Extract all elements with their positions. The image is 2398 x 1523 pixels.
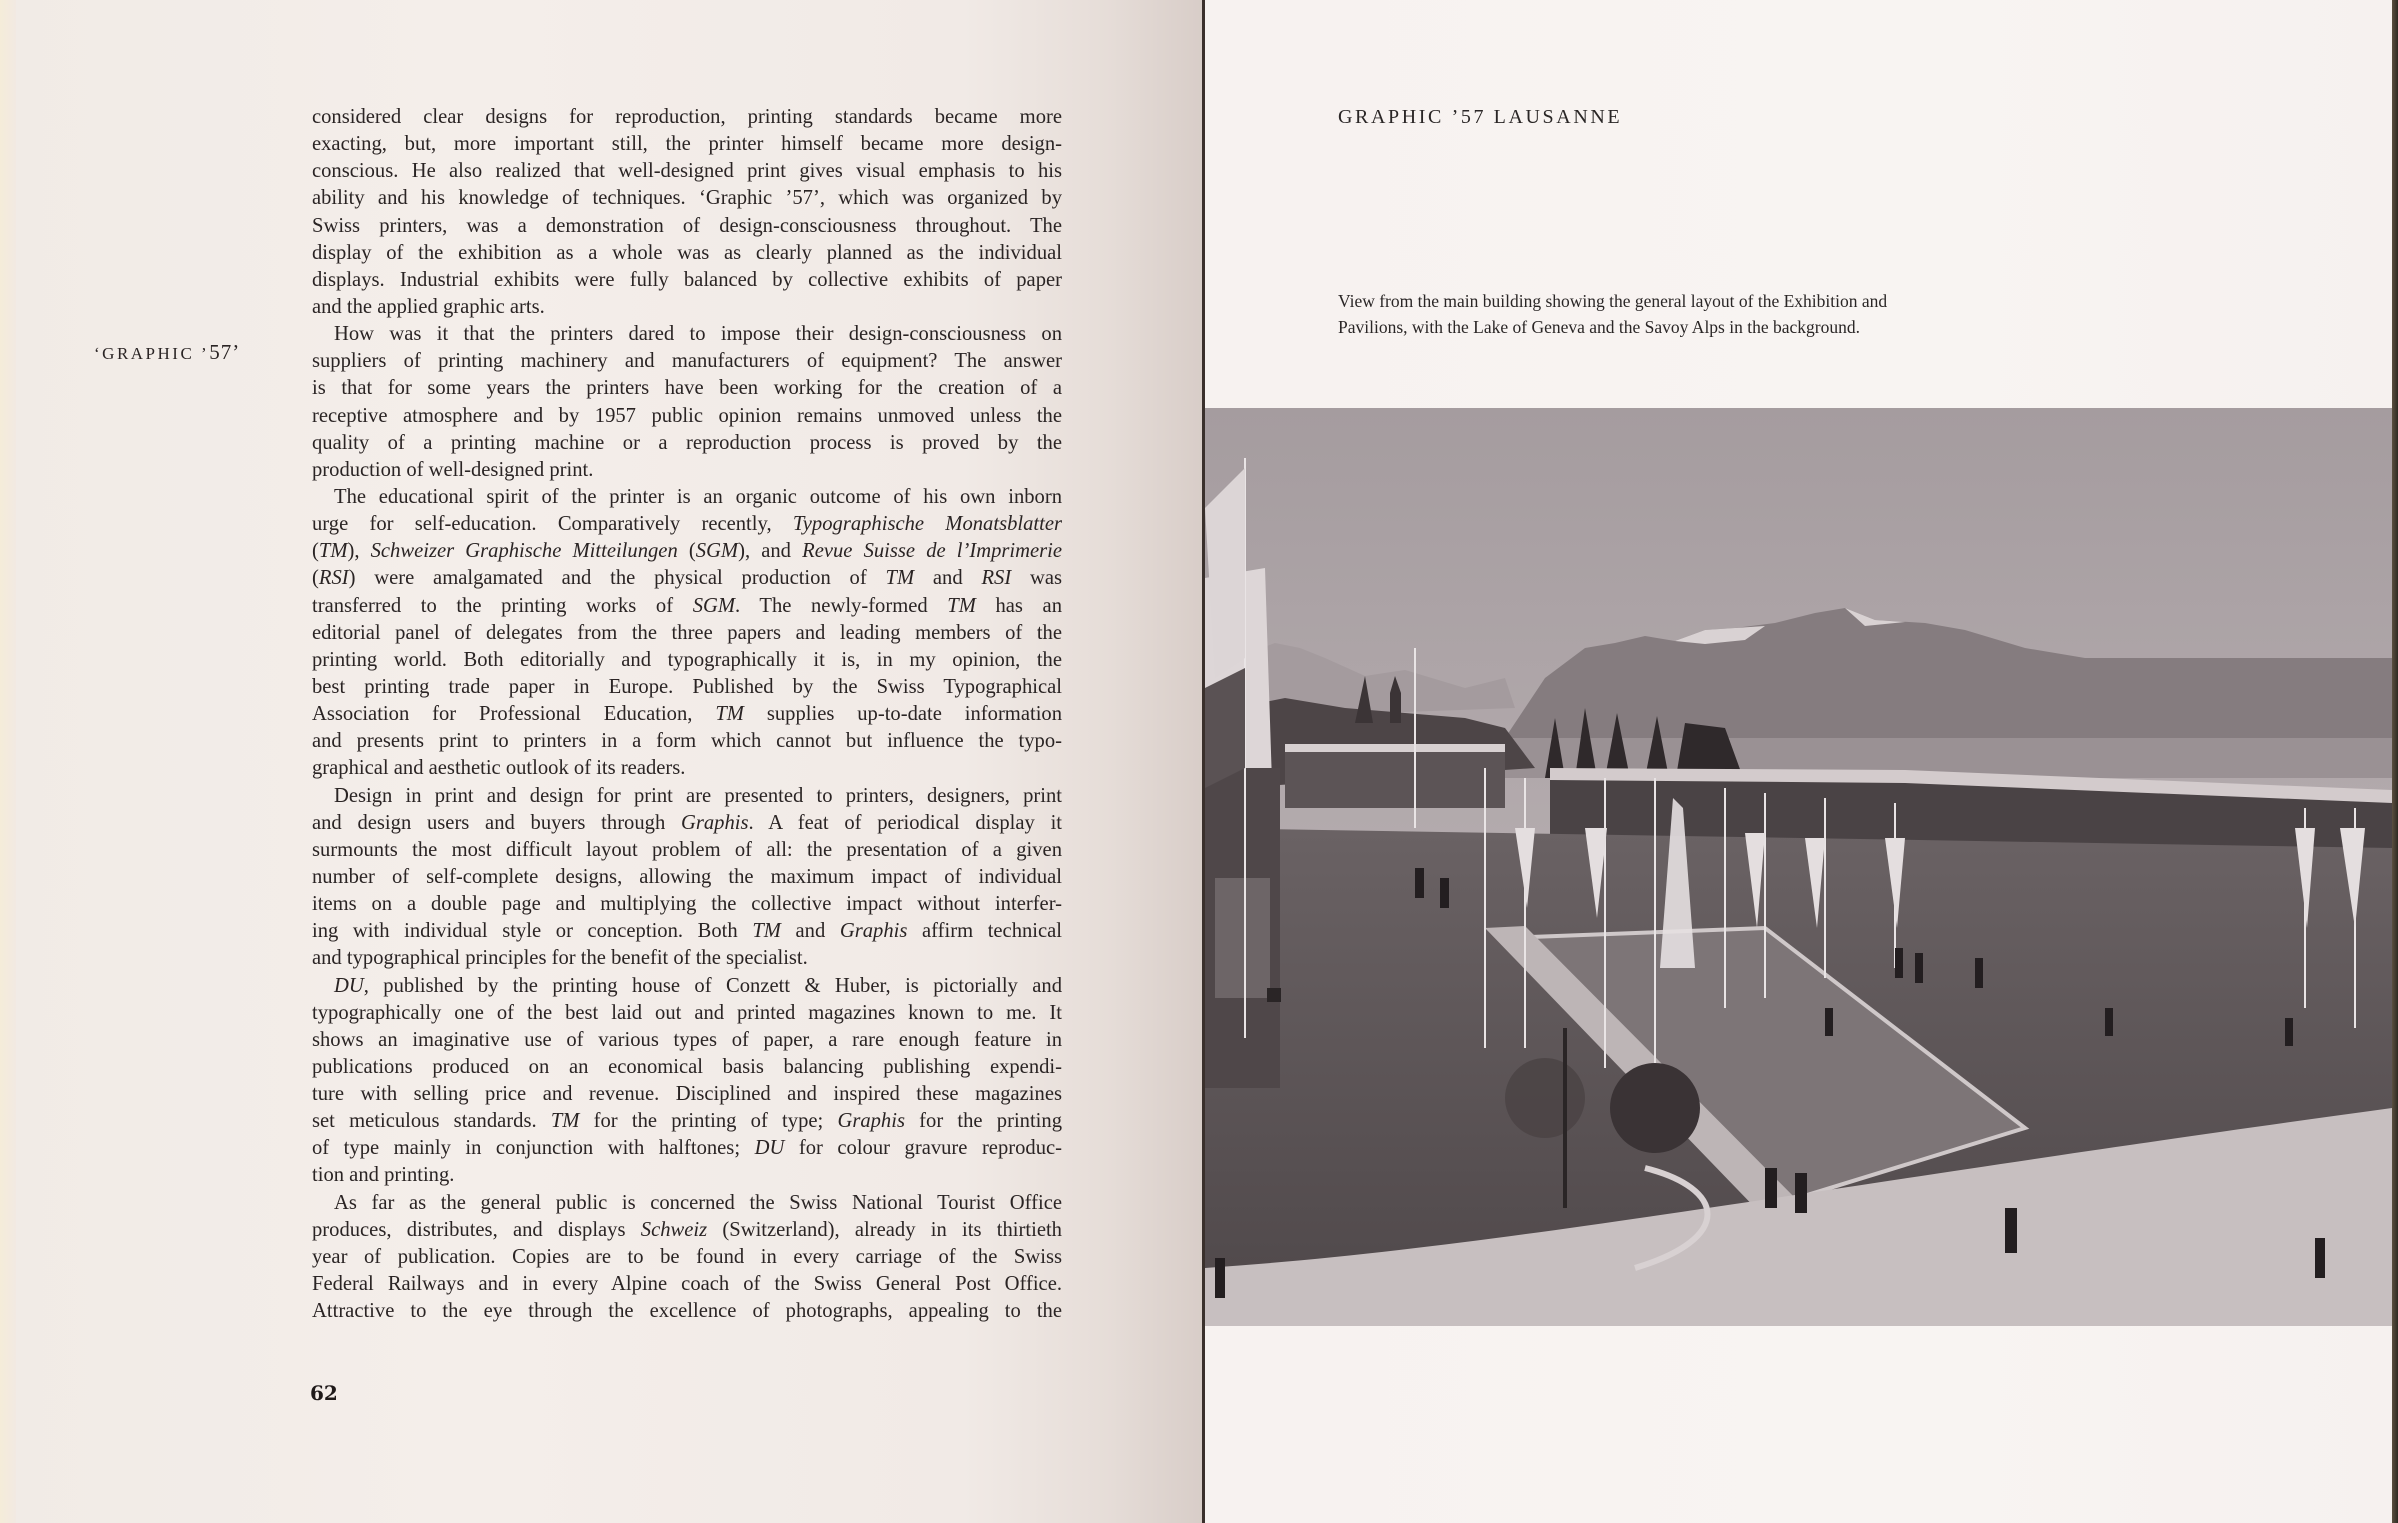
body-line: publications produced on an economical basis balancing publishing expendi- xyxy=(312,1055,1062,1078)
body-line: surmounts the most difficult layout problem of all: the presentation of a given xyxy=(312,838,1062,861)
text-run: urge for self-education. Comparatively recently, xyxy=(312,513,793,536)
text-run: ing with individual style or conception. Both xyxy=(312,920,753,943)
text-run: of type mainly in conjunction with halftones; xyxy=(312,1137,755,1160)
margin-note-number: 57’ xyxy=(209,340,241,364)
text-run: for the printing of type; xyxy=(579,1110,838,1133)
caption-line: Pavilions, with the Lake of Geneva and the Savoy Alps in the background. xyxy=(1338,317,1860,337)
italic-title: Schweizer Graphische Mitteilungen xyxy=(370,540,678,563)
body-line: displays. Industrial exhibits were fully balanced by collective exhibits of paper xyxy=(312,268,1062,291)
text-run: for colour gravure reproduc- xyxy=(784,1137,1062,1160)
italic-title: TM xyxy=(715,703,744,726)
text-run: ( xyxy=(312,540,319,563)
text-run: Association for Professional Education, xyxy=(312,703,716,726)
body-line: typographically one of the best laid out and printed magazines known to me. It xyxy=(312,1001,1062,1024)
body-line: production of well-designed print. xyxy=(312,458,594,481)
text-run: and design users and buyers through xyxy=(312,811,681,834)
body-line xyxy=(312,1108,1062,1135)
pavilion-left xyxy=(1285,748,1505,808)
body-line: quality of a printing machine or a reproduction process is proved by the xyxy=(312,431,1062,454)
margin-note xyxy=(94,340,240,365)
italic-title: Graphis xyxy=(681,811,749,834)
body-line: suppliers of printing machinery and manufacturers of equipment? The answer xyxy=(312,350,1062,373)
text-run: ) were amalgamated and the physical production of xyxy=(348,567,886,590)
body-line: printing world. Both editorially and typographically it is, in my opinion, the xyxy=(312,648,1062,671)
text-run: (Switzerland), already in its thirtieth xyxy=(707,1218,1062,1241)
body-line: How was it that the printers dared to impose their design-consciousness on xyxy=(334,323,1062,346)
body-line: editorial panel of delegates from the three papers and leading members of the xyxy=(312,621,1062,644)
italic-title: TM xyxy=(752,920,781,943)
body-line xyxy=(312,701,1062,728)
italic-title: SGM xyxy=(695,540,739,563)
text-run: has an xyxy=(975,594,1062,617)
page-number: 62 xyxy=(310,1381,338,1405)
exhibition-grounds-photo xyxy=(1205,408,2392,1326)
italic-title: DU xyxy=(334,974,364,997)
text-run: set meticulous standards. xyxy=(312,1110,551,1133)
body-line: ture with selling price and revenue. Disciplined and inspired these magazines xyxy=(312,1083,1062,1106)
italic-title: Schweiz xyxy=(640,1218,708,1241)
italic-title: Graphis xyxy=(839,920,908,943)
text-run: was xyxy=(1011,567,1062,590)
italic-title: Graphis xyxy=(837,1110,905,1133)
text-run: for the printing xyxy=(904,1110,1062,1133)
text-run: . The newly-formed xyxy=(735,594,948,617)
text-run: ( xyxy=(677,540,696,563)
body-line: display of the exhibition as a whole was as clearly planned as the individual xyxy=(312,241,1062,264)
text-run: ), and xyxy=(738,540,803,563)
text-run: affirm technical xyxy=(907,920,1062,943)
italic-title: RSI xyxy=(318,567,349,590)
body-line: Swiss printers, was a demonstration of design-consciousness throughout. The xyxy=(312,214,1062,237)
body-line xyxy=(312,511,1062,538)
text-run: ( xyxy=(312,567,319,590)
text-run: , published by the printing house of Conzett & Huber, is pictorially and xyxy=(363,974,1062,997)
page-edge xyxy=(0,0,16,1523)
body-line: and the applied graphic arts. xyxy=(312,295,545,318)
caption-line: View from the main building showing the general layout of the Exhibition and xyxy=(1338,291,1888,311)
body-line: is that for some years the printers have been working for the creation of a xyxy=(312,377,1062,400)
body-line: The educational spirit of the printer is an organic outcome of his own inborn xyxy=(334,485,1062,508)
body-line xyxy=(312,1135,1062,1162)
body-line: conscious. He also realized that well-designed print gives visual emphasis to his xyxy=(312,160,1062,183)
body-line: Attractive to the eye through the excellence of photographs, appealing to the xyxy=(312,1300,1062,1323)
page-edge xyxy=(2392,0,2398,1523)
italic-title: Revue Suisse de l’Imprimerie xyxy=(802,540,1062,563)
text-run: . A feat of periodical display it xyxy=(748,811,1062,834)
margin-note-prefix: ‘GRAPHIC ’ xyxy=(94,344,210,363)
italic-title: Typographische Monatsblatter xyxy=(792,513,1062,536)
italic-title: TM xyxy=(885,567,915,590)
body-line: and typographical principles for the benefit of the specialist. xyxy=(312,947,808,970)
italic-title: DU xyxy=(754,1137,785,1160)
body-line: best printing trade paper in Europe. Published by the Swiss Typographical xyxy=(312,675,1062,698)
body-line: ability and his knowledge of techniques. ‘Graphic ’57’, which was organized by xyxy=(312,187,1062,210)
body-line xyxy=(312,565,1062,592)
text-run: and xyxy=(914,567,982,590)
text-run: transferred to the printing works of xyxy=(312,594,693,617)
text-run: supplies up-to-date information xyxy=(743,703,1062,726)
italic-title: TM xyxy=(947,594,976,617)
body-line: receptive atmosphere and by 1957 public opinion remains unmoved unless the xyxy=(312,404,1062,427)
body-line: and presents print to printers in a form which cannot but influence the typo- xyxy=(312,730,1062,753)
shrub xyxy=(1610,1063,1700,1153)
body-line: shows an imaginative use of various types of paper, a rare enough feature in xyxy=(312,1028,1062,1051)
body-line: items on a double page and multiplying the collective impact without interfer- xyxy=(312,893,1062,916)
body-line: Design in print and design for print are presented to printers, designers, print xyxy=(334,784,1062,807)
photo-caption xyxy=(1338,288,2058,340)
italic-title: TM xyxy=(550,1110,580,1133)
body-line: number of self-complete designs, allowing the maximum impact of individual xyxy=(312,865,1062,888)
text-run: and xyxy=(780,920,840,943)
body-line xyxy=(312,973,1062,1000)
body-line: tion and printing. xyxy=(312,1164,455,1187)
italic-title: RSI xyxy=(981,567,1012,590)
body-line: As far as the general public is concerned the Swiss National Tourist Office xyxy=(334,1191,1062,1214)
body-line xyxy=(312,918,1062,945)
italic-title: TM xyxy=(318,540,348,563)
running-head: GRAPHIC ’57 LAUSANNE xyxy=(1338,106,1623,128)
text-run: ), xyxy=(347,540,371,563)
body-line xyxy=(312,538,1062,565)
body-line: graphical and aesthetic outlook of its readers. xyxy=(312,757,686,780)
text-run: produces, distributes, and displays xyxy=(312,1218,641,1241)
body-text xyxy=(312,104,1062,1325)
body-line xyxy=(312,593,1062,620)
body-line: year of publication. Copies are to be found in every carriage of the Swiss xyxy=(312,1245,1062,1268)
body-line xyxy=(312,810,1062,837)
body-line: exacting, but, more important still, the printer himself became more design- xyxy=(312,133,1062,156)
photo-illustration xyxy=(1205,408,2392,1326)
body-line xyxy=(312,1217,1062,1244)
body-line: Federal Railways and in every Alpine coach of the Swiss General Post Office. xyxy=(312,1273,1062,1296)
italic-title: SGM xyxy=(692,594,736,617)
body-line: considered clear designs for reproduction, printing standards became more xyxy=(312,106,1062,128)
